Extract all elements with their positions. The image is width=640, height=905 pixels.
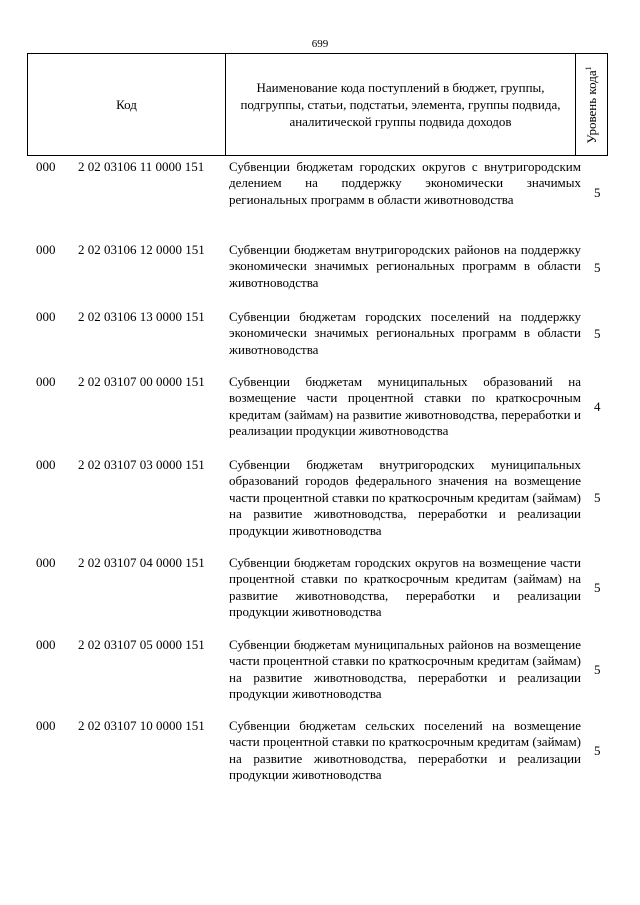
- row-admin-code: 000: [36, 718, 56, 733]
- row-level: 5: [594, 185, 601, 200]
- row-name: Субвенции бюджетам внутригородских муниципальных образований городов федерального значения на возмещение части процентной ставки по краткосрочным кредитам (займам) на развитие животноводства, переработки и реализации продукции животноводства: [229, 457, 581, 538]
- row-admin-code: 000: [36, 555, 56, 570]
- header-level-label: Уровень кода: [584, 69, 600, 144]
- header-code: Код: [28, 54, 226, 155]
- row-level: 5: [594, 580, 601, 595]
- header-level-text: [584, 66, 600, 143]
- row-admin-code: 000: [36, 637, 56, 652]
- row-level: 4: [594, 399, 601, 414]
- page-number: 699: [311, 38, 329, 50]
- row-name: Субвенции бюджетам муниципальных районов на возмещение части процентной ставки по краткосрочным кредитам (займам) на развитие животноводства, переработки и реализации продукции животноводства: [229, 637, 581, 702]
- row-level: 5: [594, 260, 601, 275]
- row-name: Субвенции бюджетам городских округов на возмещение части процентной ставки по краткосрочным кредитам (займам) на развитие животноводства, переработки и реализации продукции животноводства: [229, 555, 581, 620]
- row-revenue-code: 2 02 03107 03 0000 151: [78, 457, 205, 472]
- row-level: 5: [594, 662, 601, 677]
- row-name: Субвенции бюджетам муниципальных образований на возмещение части процентной ставки по краткосрочным кредитам (займам) на развитие животноводства, переработки и реализации продукции животноводства: [229, 374, 581, 439]
- row-revenue-code: 2 02 03106 11 0000 151: [78, 159, 205, 174]
- row-admin-code: 000: [36, 242, 56, 257]
- row-revenue-code: 2 02 03106 13 0000 151: [78, 309, 205, 324]
- row-name: Субвенции бюджетам сельских поселений на возмещение части процентной ставки по краткосрочным кредитам (займам) на развитие животноводства, переработки и реализации продукции животноводства: [229, 718, 581, 783]
- row-revenue-code: 2 02 03107 10 0000 151: [78, 718, 205, 733]
- row-revenue-code: 2 02 03107 05 0000 151: [78, 637, 205, 652]
- row-level: 5: [594, 490, 601, 505]
- table-header: [27, 53, 608, 156]
- row-revenue-code: 2 02 03106 12 0000 151: [78, 242, 205, 257]
- row-name: Субвенции бюджетам городских поселений на поддержку экономически значимых региональных программ в области животноводства: [229, 309, 581, 357]
- row-admin-code: 000: [36, 457, 56, 472]
- row-revenue-code: 2 02 03107 04 0000 151: [78, 555, 205, 570]
- row-level: 5: [594, 743, 601, 758]
- row-name: Субвенции бюджетам городских округов с внутригородским делением на поддержку экономически значимых региональных программ в области животноводства: [229, 159, 581, 207]
- row-admin-code: 000: [36, 159, 56, 174]
- row-revenue-code: 2 02 03107 00 0000 151: [78, 374, 205, 389]
- row-name: Субвенции бюджетам внутригородских районов на поддержку экономически значимых региональных программ в области животноводства: [229, 242, 581, 290]
- header-name: Наименование кода поступлений в бюджет, группы, подгруппы, статьи, подстатьи, элемента, группы подвида, аналитической группы подвида доходов: [226, 54, 576, 155]
- row-level: 5: [594, 326, 601, 341]
- header-level: [577, 54, 607, 155]
- row-admin-code: 000: [36, 374, 56, 389]
- row-admin-code: 000: [36, 309, 56, 324]
- header-level-footnote: 1: [583, 65, 593, 70]
